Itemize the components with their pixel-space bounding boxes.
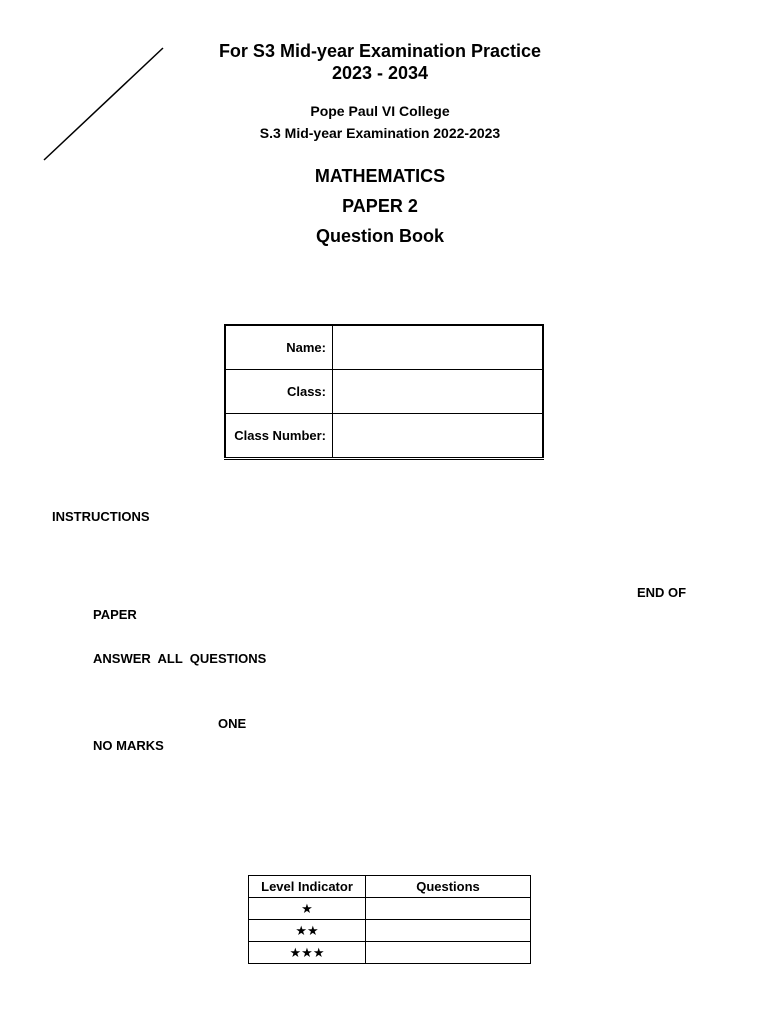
paper-title: PAPER 2 xyxy=(342,196,418,216)
level-stars: ★★★ xyxy=(249,942,366,964)
questions-cell xyxy=(366,942,531,964)
exam-title: S.3 Mid-year Examination 2022-2023 xyxy=(259,125,501,141)
book-title: Question Book xyxy=(315,226,444,246)
instructions-heading: INSTRUCTIONS xyxy=(52,509,150,524)
table-row xyxy=(249,942,531,964)
no-marks-text: NO MARKS xyxy=(93,738,164,753)
class-number-field[interactable] xyxy=(333,414,544,459)
practice-title: For S3 Mid-year Examination Practice xyxy=(218,41,542,61)
level-indicator-header: Level Indicator xyxy=(249,876,366,898)
student-info-table xyxy=(224,324,544,460)
name-row xyxy=(225,325,543,370)
table-row xyxy=(249,898,531,920)
questions-cell xyxy=(366,920,531,942)
class-label: Class: xyxy=(225,370,333,414)
questions-header: Questions xyxy=(366,876,531,898)
subject-title: MATHEMATICS xyxy=(314,166,446,186)
name-label: Name: xyxy=(225,325,333,370)
table-row xyxy=(249,920,531,942)
class-row xyxy=(225,370,543,414)
college-name: Pope Paul VI College xyxy=(310,103,450,119)
paper-text: PAPER xyxy=(93,607,137,622)
answer-all-text: ANSWER ALL QUESTIONS xyxy=(93,651,267,666)
exam-years: 2023 - 2034 xyxy=(331,63,429,83)
end-of-text: END OF xyxy=(637,585,687,600)
questions-cell xyxy=(366,898,531,920)
class-number-label: Class Number: xyxy=(225,414,333,459)
name-field[interactable] xyxy=(333,325,544,370)
level-stars: ★★ xyxy=(249,920,366,942)
class-number-row xyxy=(225,414,543,459)
level-stars: ★ xyxy=(249,898,366,920)
level-indicator-table xyxy=(248,875,531,964)
class-field[interactable] xyxy=(333,370,544,414)
one-text: ONE xyxy=(218,716,247,731)
